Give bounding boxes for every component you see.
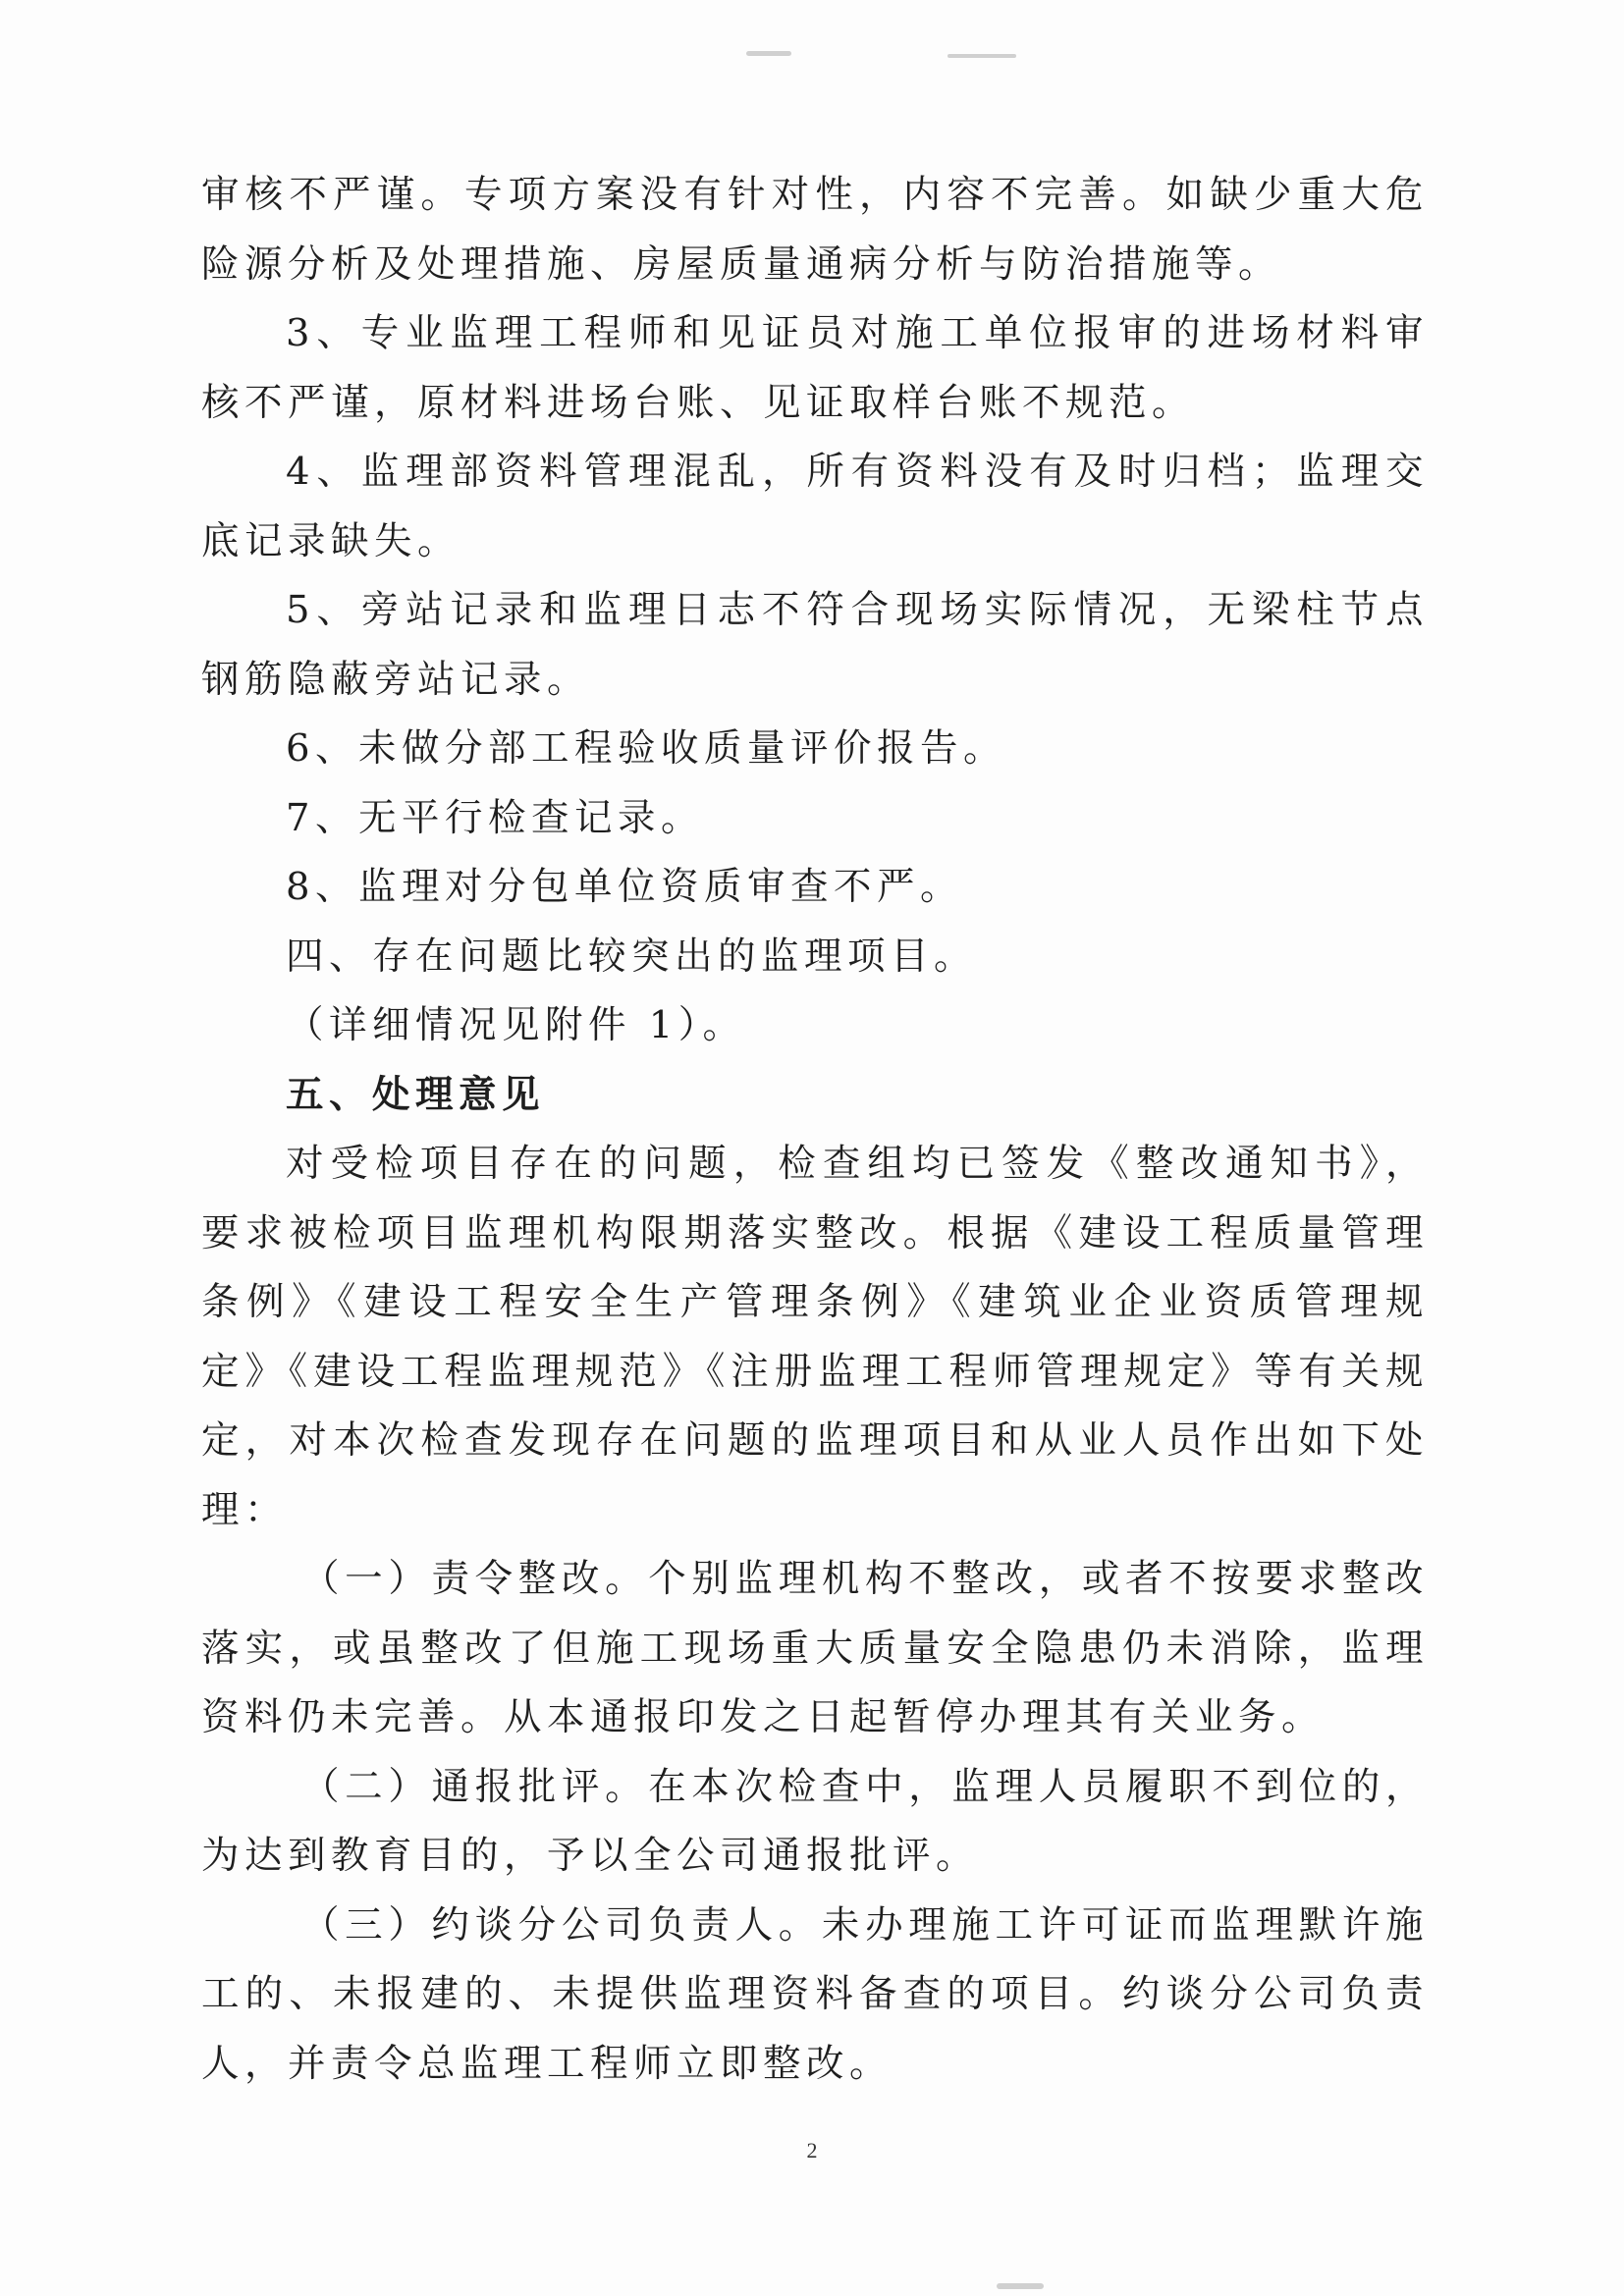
page-number: 2 (806, 2138, 818, 2163)
paragraph-item-4: 4、监理部资料管理混乱，所有资料没有及时归档；监理交底记录缺失。 (201, 450, 1429, 563)
paragraph-item-5: 5、旁站记录和监理日志不符合现场实际情况，无梁柱节点钢筋隐蔽旁站记录。 (201, 588, 1429, 702)
paragraph-measure-2: （二）通报批评。在本次检查中，监理人员履职不到位的，为达到教育目的，予以全公司通报批评。 (201, 1764, 1429, 1878)
paragraph-measure-3: （三）约谈分公司负责人。未办理施工许可证而监理默许施工的、未报建的、未提供监理资料备查的项目。约谈分公司负责人，并责令总监理工程师立即整改。 (201, 1902, 1429, 2086)
paragraph-item-8: 8、监理对分包单位资质审查不严。 (286, 865, 963, 909)
paragraph-item-7: 7、无平行检查记录。 (286, 795, 704, 840)
scan-artifact-bottom (997, 2283, 1044, 2289)
scan-artifact-top (746, 51, 791, 56)
document-body (201, 161, 1429, 2099)
paragraph-item-6: 6、未做分部工程验收质量评价报告。 (286, 726, 1006, 771)
paragraph-item-3: 3、专业监理工程师和见证员对施工单位报审的进场材料审核不严谨，原材料进场台账、见证取样台账不规范。 (201, 311, 1429, 425)
paragraph-handling-intro: 对受检项目存在的问题，检查组均已签发《整改通知书》，要求被检项目监理机构限期落实整改。根据《建设工程质量管理条例》《建设工程安全生产管理条例》《建筑业企业资质管理规定》《建设工程监理规范》《注册监理工程师管理规定》等有关规定，对本次检查发现存在问题的监理项目和从业人员作出如下处理： (201, 1142, 1429, 1532)
scan-artifact-top (947, 54, 1016, 58)
paragraph-continuation: 审核不严谨。专项方案没有针对性，内容不完善。如缺少重大危险源分析及处理措施、房屋质量通病分析与防治措施等。 (201, 173, 1429, 287)
section-five-heading: 五、处理意见 (286, 1072, 546, 1117)
section-four-title: 四、存在问题比较突出的监理项目。 (286, 934, 978, 979)
paragraph-measure-1: （一）责令整改。个别监理机构不整改，或者不按要求整改落实，或虽整改了但施工现场重大质量安全隐患仍未消除，监理资料仍未完善。从本通报印发之日起暂停办理其有关业务。 (201, 1557, 1429, 1739)
attachment-note: （详细情况见附件 1）。 (286, 1003, 746, 1047)
